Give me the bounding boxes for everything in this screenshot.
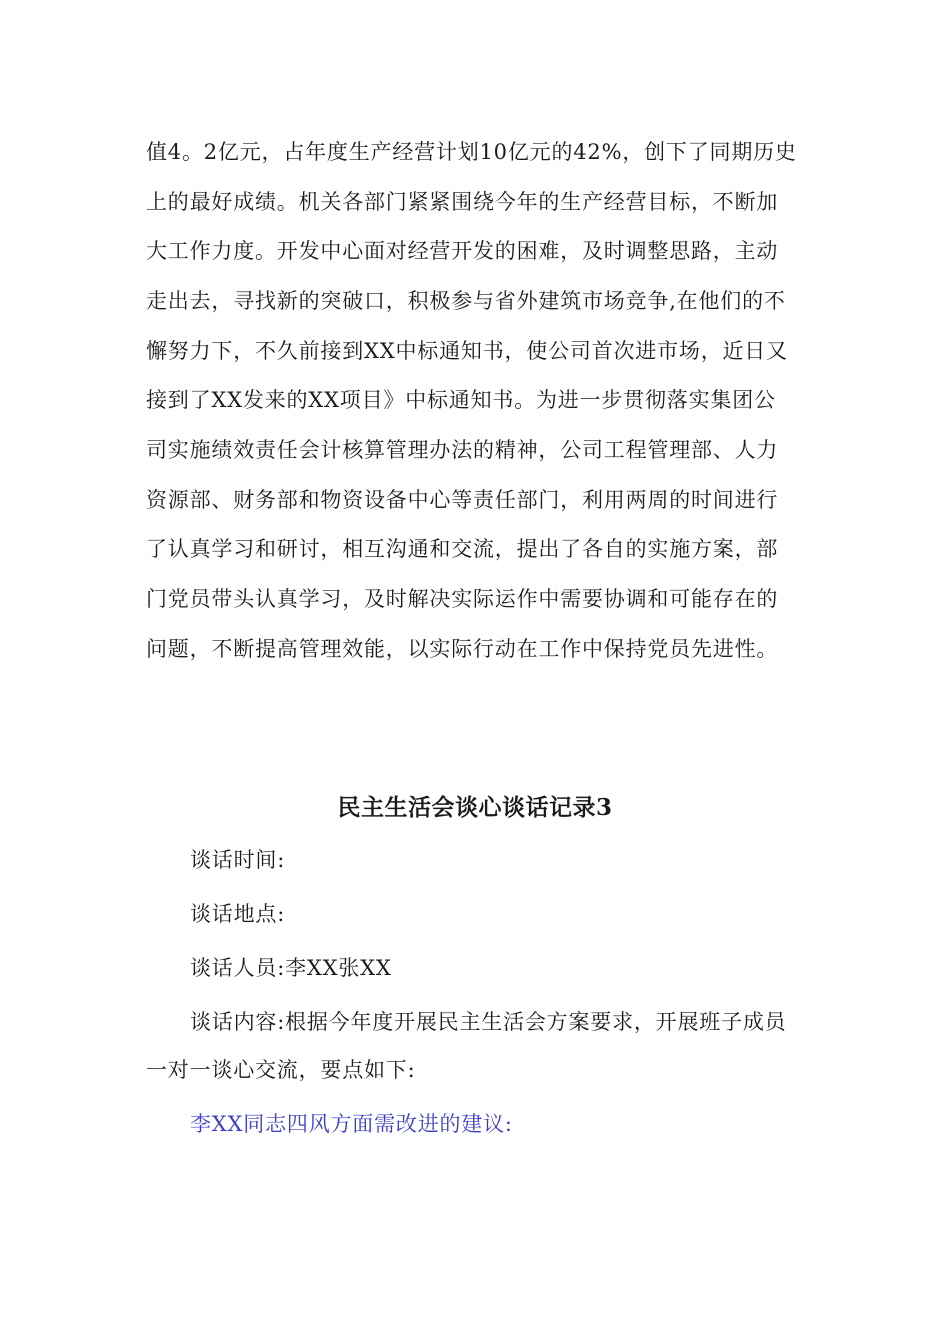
talk-time-label: 谈话时间: [190, 848, 286, 872]
talk-people-label: 谈话人员:李XX张XX [190, 956, 392, 980]
suggestion-heading-link[interactable]: 李XX同志四风方面需改进的建议: [190, 1112, 513, 1136]
paragraph-line-4: 走出去，寻找新的突破口，积极参与省外建筑市场竞争,在他们的不 [146, 289, 786, 313]
talk-content-line-1: 谈话内容:根据今年度开展民主生活会方案要求，开展班子成员 [190, 1010, 787, 1034]
paragraph-line-7: 司实施绩效责任会计核算管理办法的精神，公司工程管理部、人力 [146, 438, 779, 462]
paragraph-line-8: 资源部、财务部和物资设备中心等责任部门，利用两周的时间进行 [146, 488, 779, 512]
paragraph-line-11: 问题，不断提高管理效能，以实际行动在工作中保持党员先进性。 [146, 637, 779, 661]
paragraph-line-3: 大工作力度。开发中心面对经营开发的困难，及时调整思路，主动 [146, 239, 779, 263]
paragraph-line-6: 接到了XX发来的XX项目》中标通知书。为进一步贯彻落实集团公 [146, 388, 776, 412]
paragraph-line-1: 值4。2亿元，占年度生产经营计划10亿元的42%，创下了同期历史 [146, 140, 797, 164]
paragraph-line-9: 了认真学习和研讨，相互沟通和交流，提出了各自的实施方案，部 [146, 537, 779, 561]
record-title: 民主生活会谈心谈话记录3 [337, 794, 613, 821]
talk-place-label: 谈话地点: [190, 902, 286, 926]
talk-content-line-2: 一对一谈心交流，要点如下: [146, 1058, 416, 1082]
paragraph-line-2: 上的最好成绩。机关各部门紧紧围绕今年的生产经营目标，不断加 [146, 190, 779, 214]
paragraph-line-5: 懈努力下，不久前接到XX中标通知书，使公司首次进市场，近日又 [146, 339, 788, 363]
paragraph-line-10: 门党员带头认真学习，及时解决实际运作中需要协调和可能存在的 [146, 587, 779, 611]
